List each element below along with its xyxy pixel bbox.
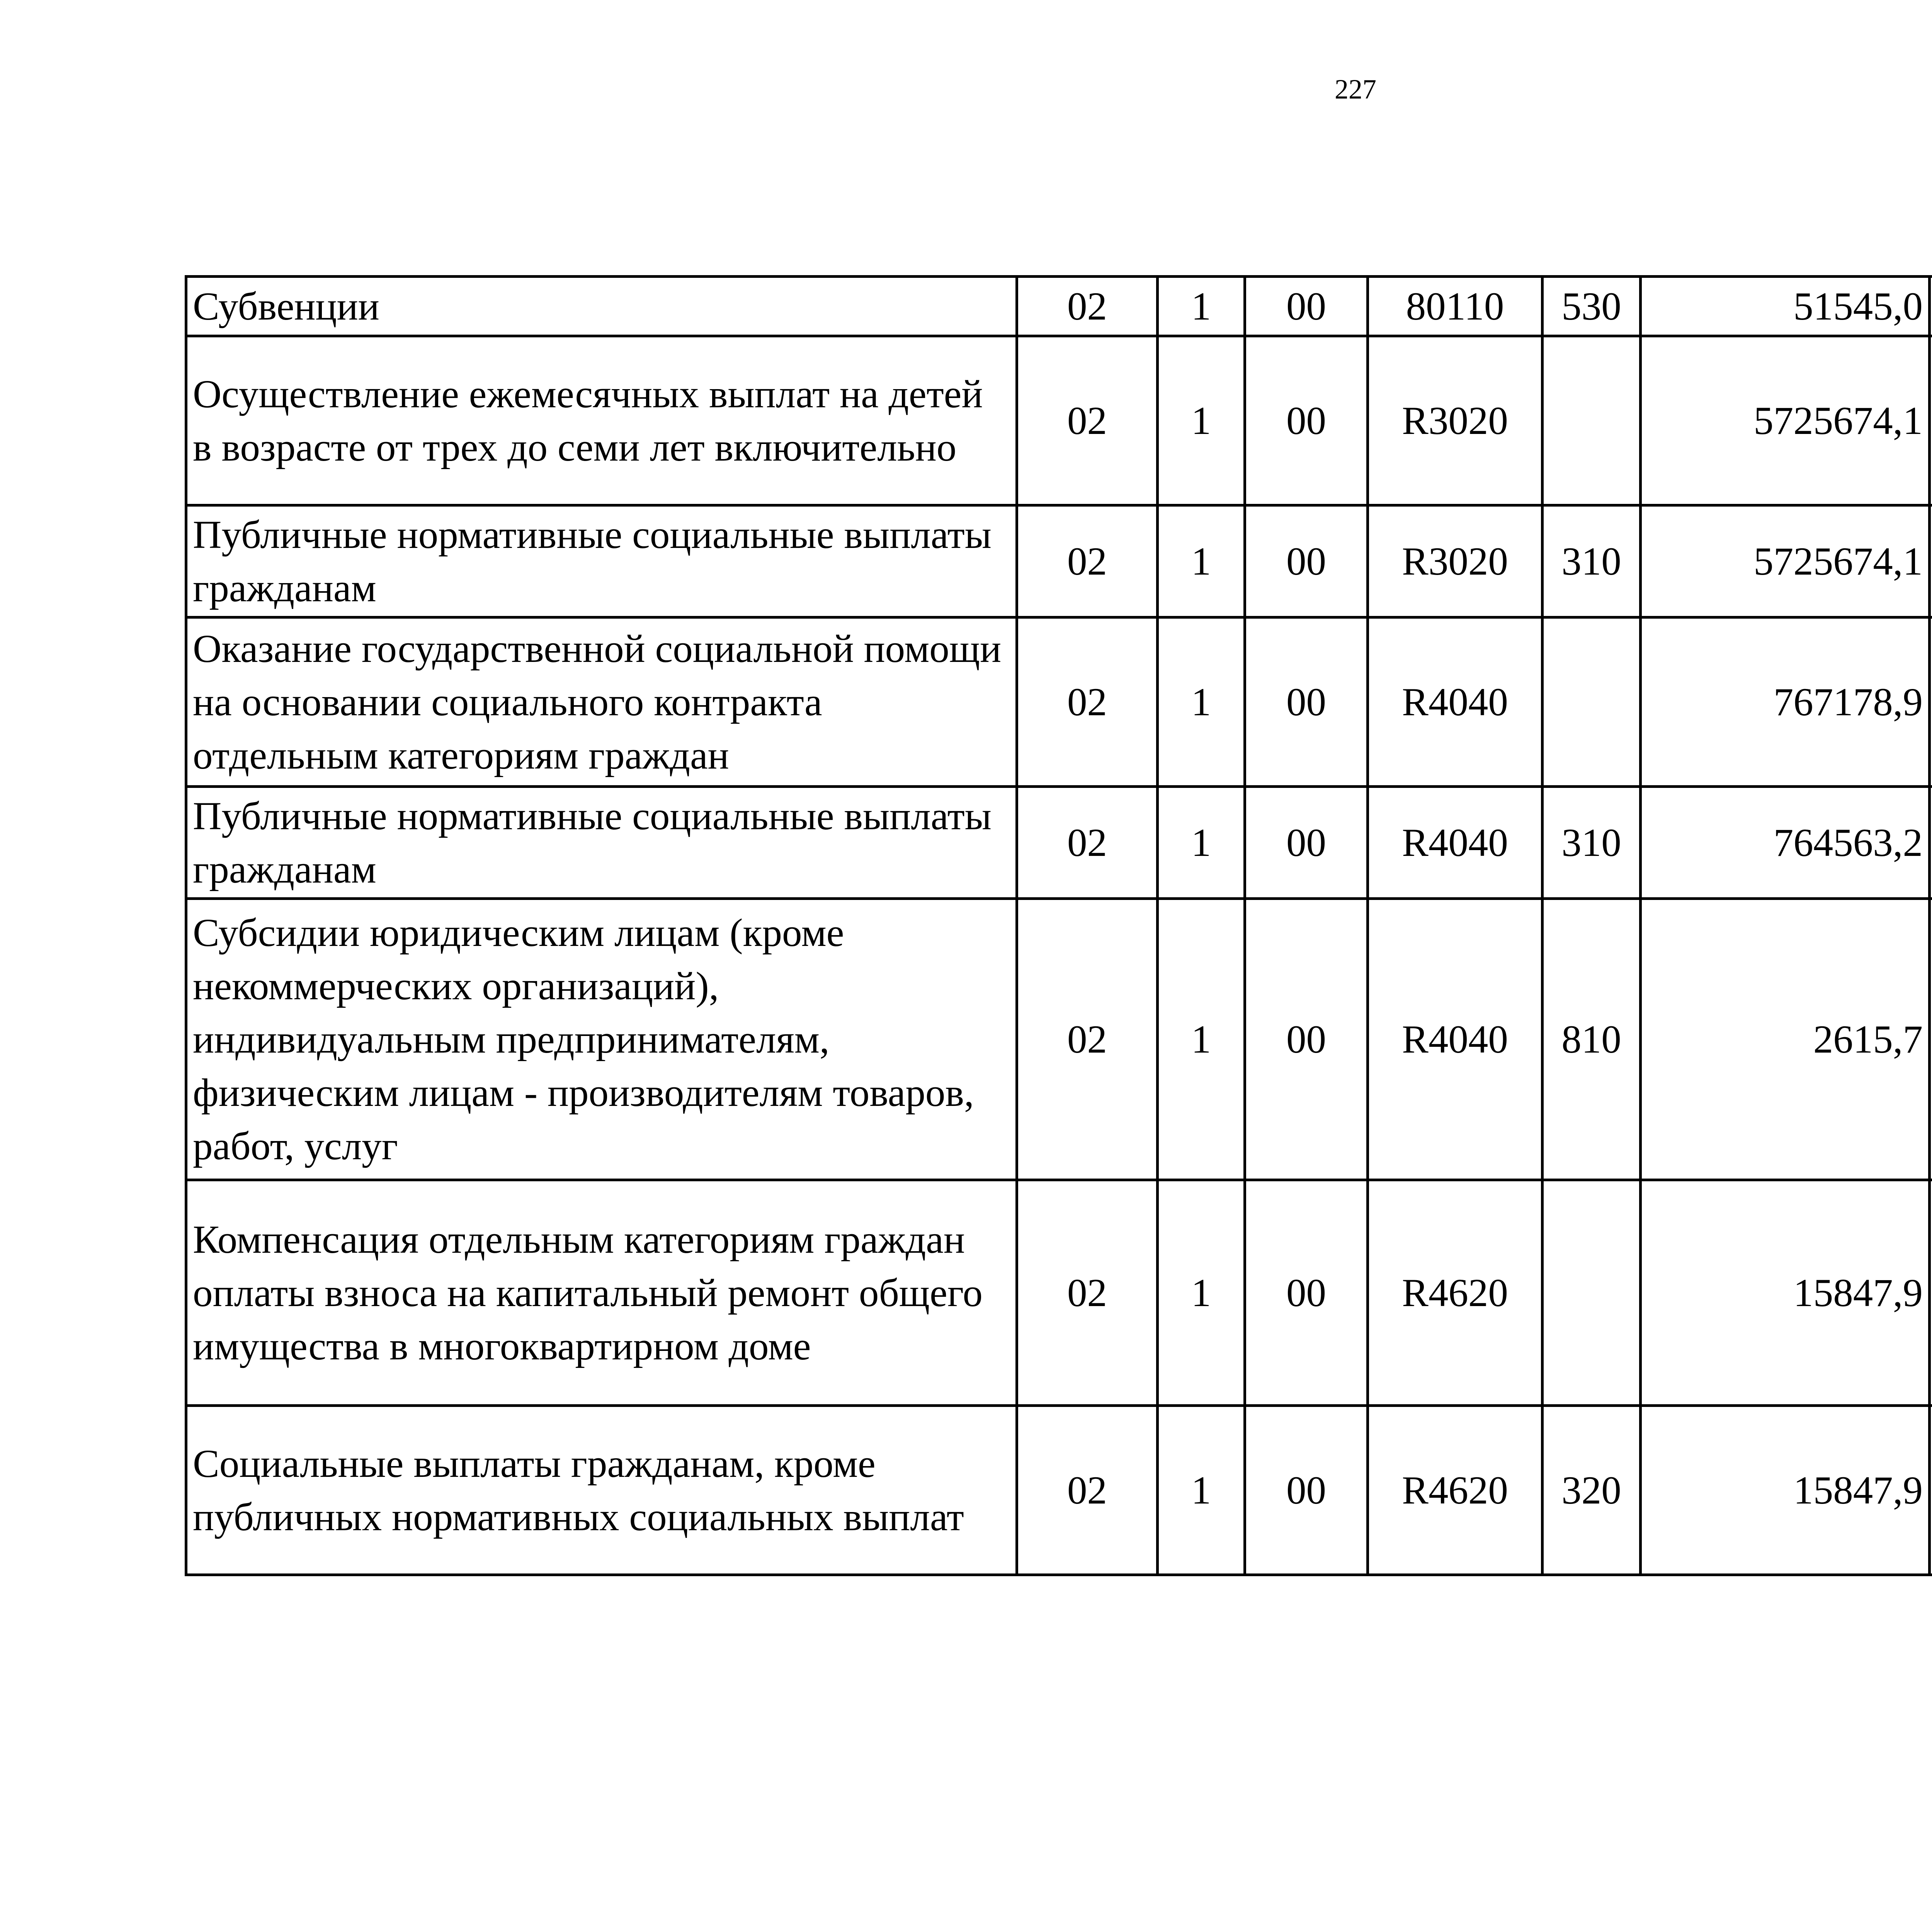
table-row [186,617,1932,787]
subprogram-code: 1 [1158,787,1245,899]
section-code: 02 [1017,1406,1158,1575]
target-article-code: 80110 [1368,277,1543,336]
target-article-code: R3020 [1368,505,1543,617]
amount-year-1: 15847,9 [1641,1406,1930,1575]
main-activity-code: 00 [1245,336,1368,505]
page-number: 227 [1335,74,1376,105]
section-code: 02 [1017,899,1158,1180]
table-row [186,1406,1932,1575]
amount-year-2 [1930,1180,1932,1406]
table-row [186,1180,1932,1406]
amount-year-1: 2615,7 [1641,899,1930,1180]
amount-year-1: 5725674,1 [1641,505,1930,617]
target-article-code: R4620 [1368,1406,1543,1575]
section-code: 02 [1017,505,1158,617]
amount-year-2 [1930,505,1932,617]
main-activity-code: 00 [1245,899,1368,1180]
amount-year-2 [1930,336,1932,505]
amount-year-1: 15847,9 [1641,1180,1930,1406]
target-article-code: R4040 [1368,899,1543,1180]
expense-type-code: 530 [1543,277,1641,336]
section-code: 02 [1017,336,1158,505]
row-description: Осуществление ежемесячных выплат на детей в возрасте от трех до семи лет включительно [186,336,1017,505]
amount-year-2 [1930,787,1932,899]
table-row [186,277,1932,336]
section-code: 02 [1017,617,1158,787]
amount-year-1: 767178,9 [1641,617,1930,787]
main-activity-code: 00 [1245,617,1368,787]
row-description: Компенсация отдельным категориям граждан оплаты взноса на капитальный ремонт общего имущества в многоквартирном доме [186,1180,1017,1406]
expense-type-code [1543,617,1641,787]
subprogram-code: 1 [1158,1180,1245,1406]
section-code: 02 [1017,1180,1158,1406]
amount-year-1: 5725674,1 [1641,336,1930,505]
budget-table [185,275,1932,1576]
row-description: Публичные нормативные социальные выплаты гражданам [186,787,1017,899]
main-activity-code: 00 [1245,505,1368,617]
amount-year-2 [1930,1406,1932,1575]
target-article-code: R4040 [1368,617,1543,787]
subprogram-code: 1 [1158,1406,1245,1575]
section-code: 02 [1017,277,1158,336]
target-article-code: R3020 [1368,336,1543,505]
row-description: Публичные нормативные социальные выплаты гражданам [186,505,1017,617]
amount-year-2 [1930,617,1932,787]
subprogram-code: 1 [1158,336,1245,505]
expense-type-code: 810 [1543,899,1641,1180]
row-description: Оказание государственной социальной помощи на основании социального контракта отдельным категориям граждан [186,617,1017,787]
expense-type-code: 310 [1543,787,1641,899]
table-row [186,336,1932,505]
main-activity-code: 00 [1245,277,1368,336]
row-description: Субсидии юридическим лицам (кроме некоммерческих организаций), индивидуальным предпринимателям, физическим лицам - производителям товаров, работ, услуг [186,899,1017,1180]
table-row [186,505,1932,617]
amount-year-2 [1930,899,1932,1180]
subprogram-code: 1 [1158,899,1245,1180]
subprogram-code: 1 [1158,277,1245,336]
expense-type-code [1543,1180,1641,1406]
row-description: Социальные выплаты гражданам, кроме публичных нормативных социальных выплат [186,1406,1017,1575]
main-activity-code: 00 [1245,787,1368,899]
amount-year-1: 51545,0 [1641,277,1930,336]
subprogram-code: 1 [1158,617,1245,787]
target-article-code: R4620 [1368,1180,1543,1406]
target-article-code: R4040 [1368,787,1543,899]
expense-type-code [1543,336,1641,505]
expense-type-code: 320 [1543,1406,1641,1575]
subprogram-code: 1 [1158,505,1245,617]
section-code: 02 [1017,787,1158,899]
main-activity-code: 00 [1245,1406,1368,1575]
row-description: Субвенции [186,277,1017,336]
amount-year-2 [1930,277,1932,336]
table-row [186,899,1932,1180]
expense-type-code: 310 [1543,505,1641,617]
main-activity-code: 00 [1245,1180,1368,1406]
amount-year-1: 764563,2 [1641,787,1930,899]
table-row [186,787,1932,899]
